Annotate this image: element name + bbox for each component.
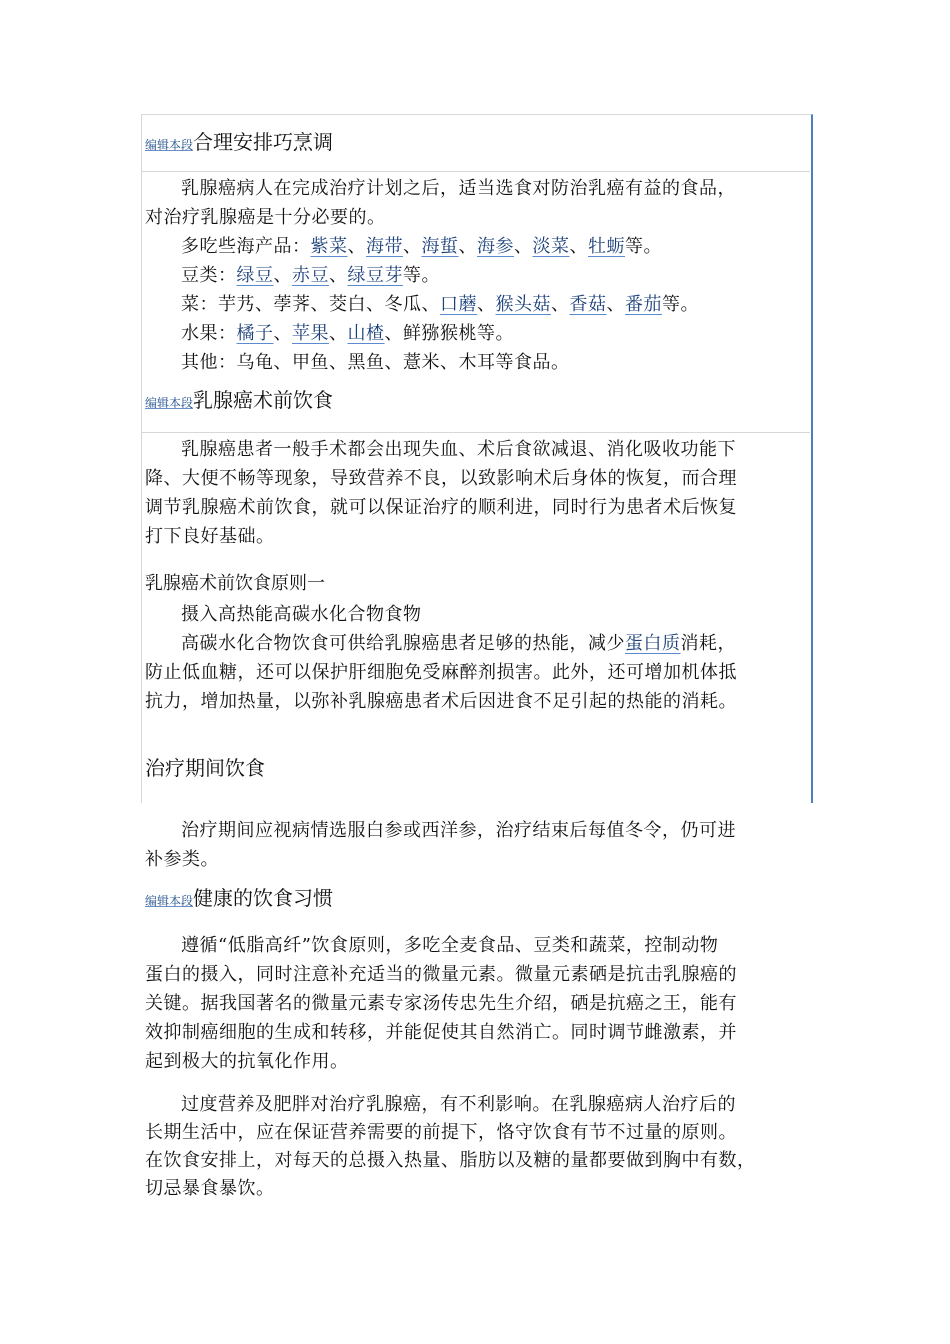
section-4-body-1 xyxy=(145,931,800,1076)
text-line: 遵循“低脂高纤”饮食原则，多吃全麦食品、豆类和蔬菜，控制动物 xyxy=(181,935,719,956)
food-link[interactable]: 海参 xyxy=(477,236,514,257)
text-line: 蛋白的摄入，同时注意补充适当的微量元素。微量元素硒是抗击乳腺癌的 xyxy=(145,964,737,985)
label: 、鲜猕猴桃等。 xyxy=(384,323,514,344)
food-link[interactable]: 紫菜 xyxy=(310,236,348,257)
label: 等。 xyxy=(403,265,440,286)
text-line: 效抑制癌细胞的生成和转移，并能促使其自然消亡。同时调节雌激素，并 xyxy=(145,1022,737,1043)
food-link[interactable]: 苹果 xyxy=(292,323,329,344)
edit-section-link[interactable]: 编辑本段 xyxy=(145,396,194,410)
section-heading xyxy=(145,882,333,911)
label: 豆类： xyxy=(181,265,237,286)
text-line: 防止低血糖，还可以保护肝细胞免受麻醉剂损害。此外，还可增加机体抵 xyxy=(145,662,737,683)
text-line xyxy=(145,629,800,658)
text-line: 其他：乌龟、甲鱼、黑鱼、薏米、木耳等食品。 xyxy=(181,352,570,373)
seafood-line: 多吃些海产品：紫菜、海带、海蜇、海参、淡菜、牡蛎等。 xyxy=(181,236,662,257)
food-link[interactable]: 山楂 xyxy=(347,323,385,344)
label: 水果： xyxy=(181,323,237,344)
label: 消耗， xyxy=(680,633,736,654)
section-4-body-2 xyxy=(145,1091,800,1203)
food-link[interactable]: 番茄 xyxy=(625,294,662,315)
section-2-principle-body xyxy=(145,600,800,716)
text-line: 过度营养及肥胖对治疗乳腺癌，有不利影响。在乳腺癌病人治疗后的 xyxy=(181,1094,736,1115)
veg-line: 菜：芋艿、荸荠、茭白、冬瓜、口蘑、猴头菇、香菇、番茄等。 xyxy=(181,294,699,315)
text-line: 在饮食安排上，对每天的总摄入热量、脂肪以及糖的量都要做到胸中有数， xyxy=(145,1150,756,1171)
section-title: 健康的饮食习惯 xyxy=(193,886,334,910)
section-title: 治疗期间饮食 xyxy=(145,756,265,780)
text-line: 治疗期间应视病情选服白参或西洋参，治疗结束后每值冬令，仍可进 xyxy=(181,820,736,841)
text-line: 调节乳腺癌术前饮食，就可以保证治疗的顺利进，同时行为患者术后恢复 xyxy=(145,497,737,518)
food-link[interactable]: 海蜇 xyxy=(421,236,459,257)
section-heading xyxy=(145,126,333,155)
edit-section-link[interactable]: 编辑本段 xyxy=(145,138,194,152)
text-line: 摄入高热能高碳水化合物食物 xyxy=(181,604,422,625)
food-link[interactable]: 牡蛎 xyxy=(588,236,625,257)
label: 等。 xyxy=(625,236,662,257)
section-2-body xyxy=(145,435,800,551)
label: 多吃些海产品： xyxy=(181,236,311,257)
section-1-body xyxy=(145,174,800,377)
food-link[interactable]: 香菇 xyxy=(569,294,607,315)
food-link[interactable]: 赤豆 xyxy=(292,265,329,286)
text-line: 对治疗乳腺癌是十分必要的。 xyxy=(145,207,386,228)
food-link[interactable]: 海带 xyxy=(366,236,403,257)
label: 菜：芋艿、荸荠、茭白、冬瓜、 xyxy=(181,294,440,315)
food-link[interactable]: 橘子 xyxy=(236,323,274,344)
text-line: 抗力，增加热量，以弥补乳腺癌患者术后因进食不足引起的热能的消耗。 xyxy=(145,691,737,712)
principle-title: 乳腺癌术前饮食原则一 xyxy=(145,573,325,594)
food-link[interactable]: 绿豆 xyxy=(236,265,274,286)
text-line: 关键。据我国著名的微量元素专家汤传忠先生介绍，硒是抗癌之王，能有 xyxy=(145,993,737,1014)
text-line: 切忌暴食暴饮。 xyxy=(145,1178,275,1199)
food-link[interactable]: 绿豆芽 xyxy=(347,265,403,286)
text-line: 起到极大的抗氧化作用。 xyxy=(145,1051,349,1072)
food-link[interactable]: 淡菜 xyxy=(532,236,570,257)
food-link[interactable]: 口蘑 xyxy=(440,294,477,315)
section-title: 乳腺癌术前饮食 xyxy=(193,388,334,412)
text-line: 乳腺癌病人在完成治疗计划之后，适当选食对防治乳癌有益的食品， xyxy=(181,178,736,199)
section-3-body xyxy=(145,816,800,874)
food-link[interactable]: 猴头菇 xyxy=(495,294,551,315)
beans-line: 豆类：绿豆、赤豆、绿豆芽等。 xyxy=(181,265,440,286)
text-line: 降、大便不畅等现象，导致营养不良，以致影响术后身体的恢复，而合理 xyxy=(145,468,737,489)
divider xyxy=(141,171,810,172)
text-line: 打下良好基础。 xyxy=(145,526,275,547)
fruit-line: 水果：橘子、苹果、山楂、鲜猕猴桃等。 xyxy=(181,323,514,344)
text-line: 长期生活中，应在保证营养需要的前提下，恪守饮食有节不过量的原则。 xyxy=(145,1122,737,1143)
protein-link[interactable]: 蛋白质 xyxy=(625,633,681,654)
label: 等。 xyxy=(662,294,699,315)
divider xyxy=(141,432,810,433)
section-heading xyxy=(145,384,333,413)
text-line: 补参类。 xyxy=(145,849,219,870)
text-line: 乳腺癌患者一般手术都会出现失血、术后食欲减退、消化吸收功能下 xyxy=(181,439,736,460)
edit-section-link[interactable]: 编辑本段 xyxy=(145,894,194,908)
section-title: 合理安排巧烹调 xyxy=(193,130,334,154)
label: 高碳水化合物饮食可供给乳腺癌患者足够的热能，减少 xyxy=(181,633,625,654)
